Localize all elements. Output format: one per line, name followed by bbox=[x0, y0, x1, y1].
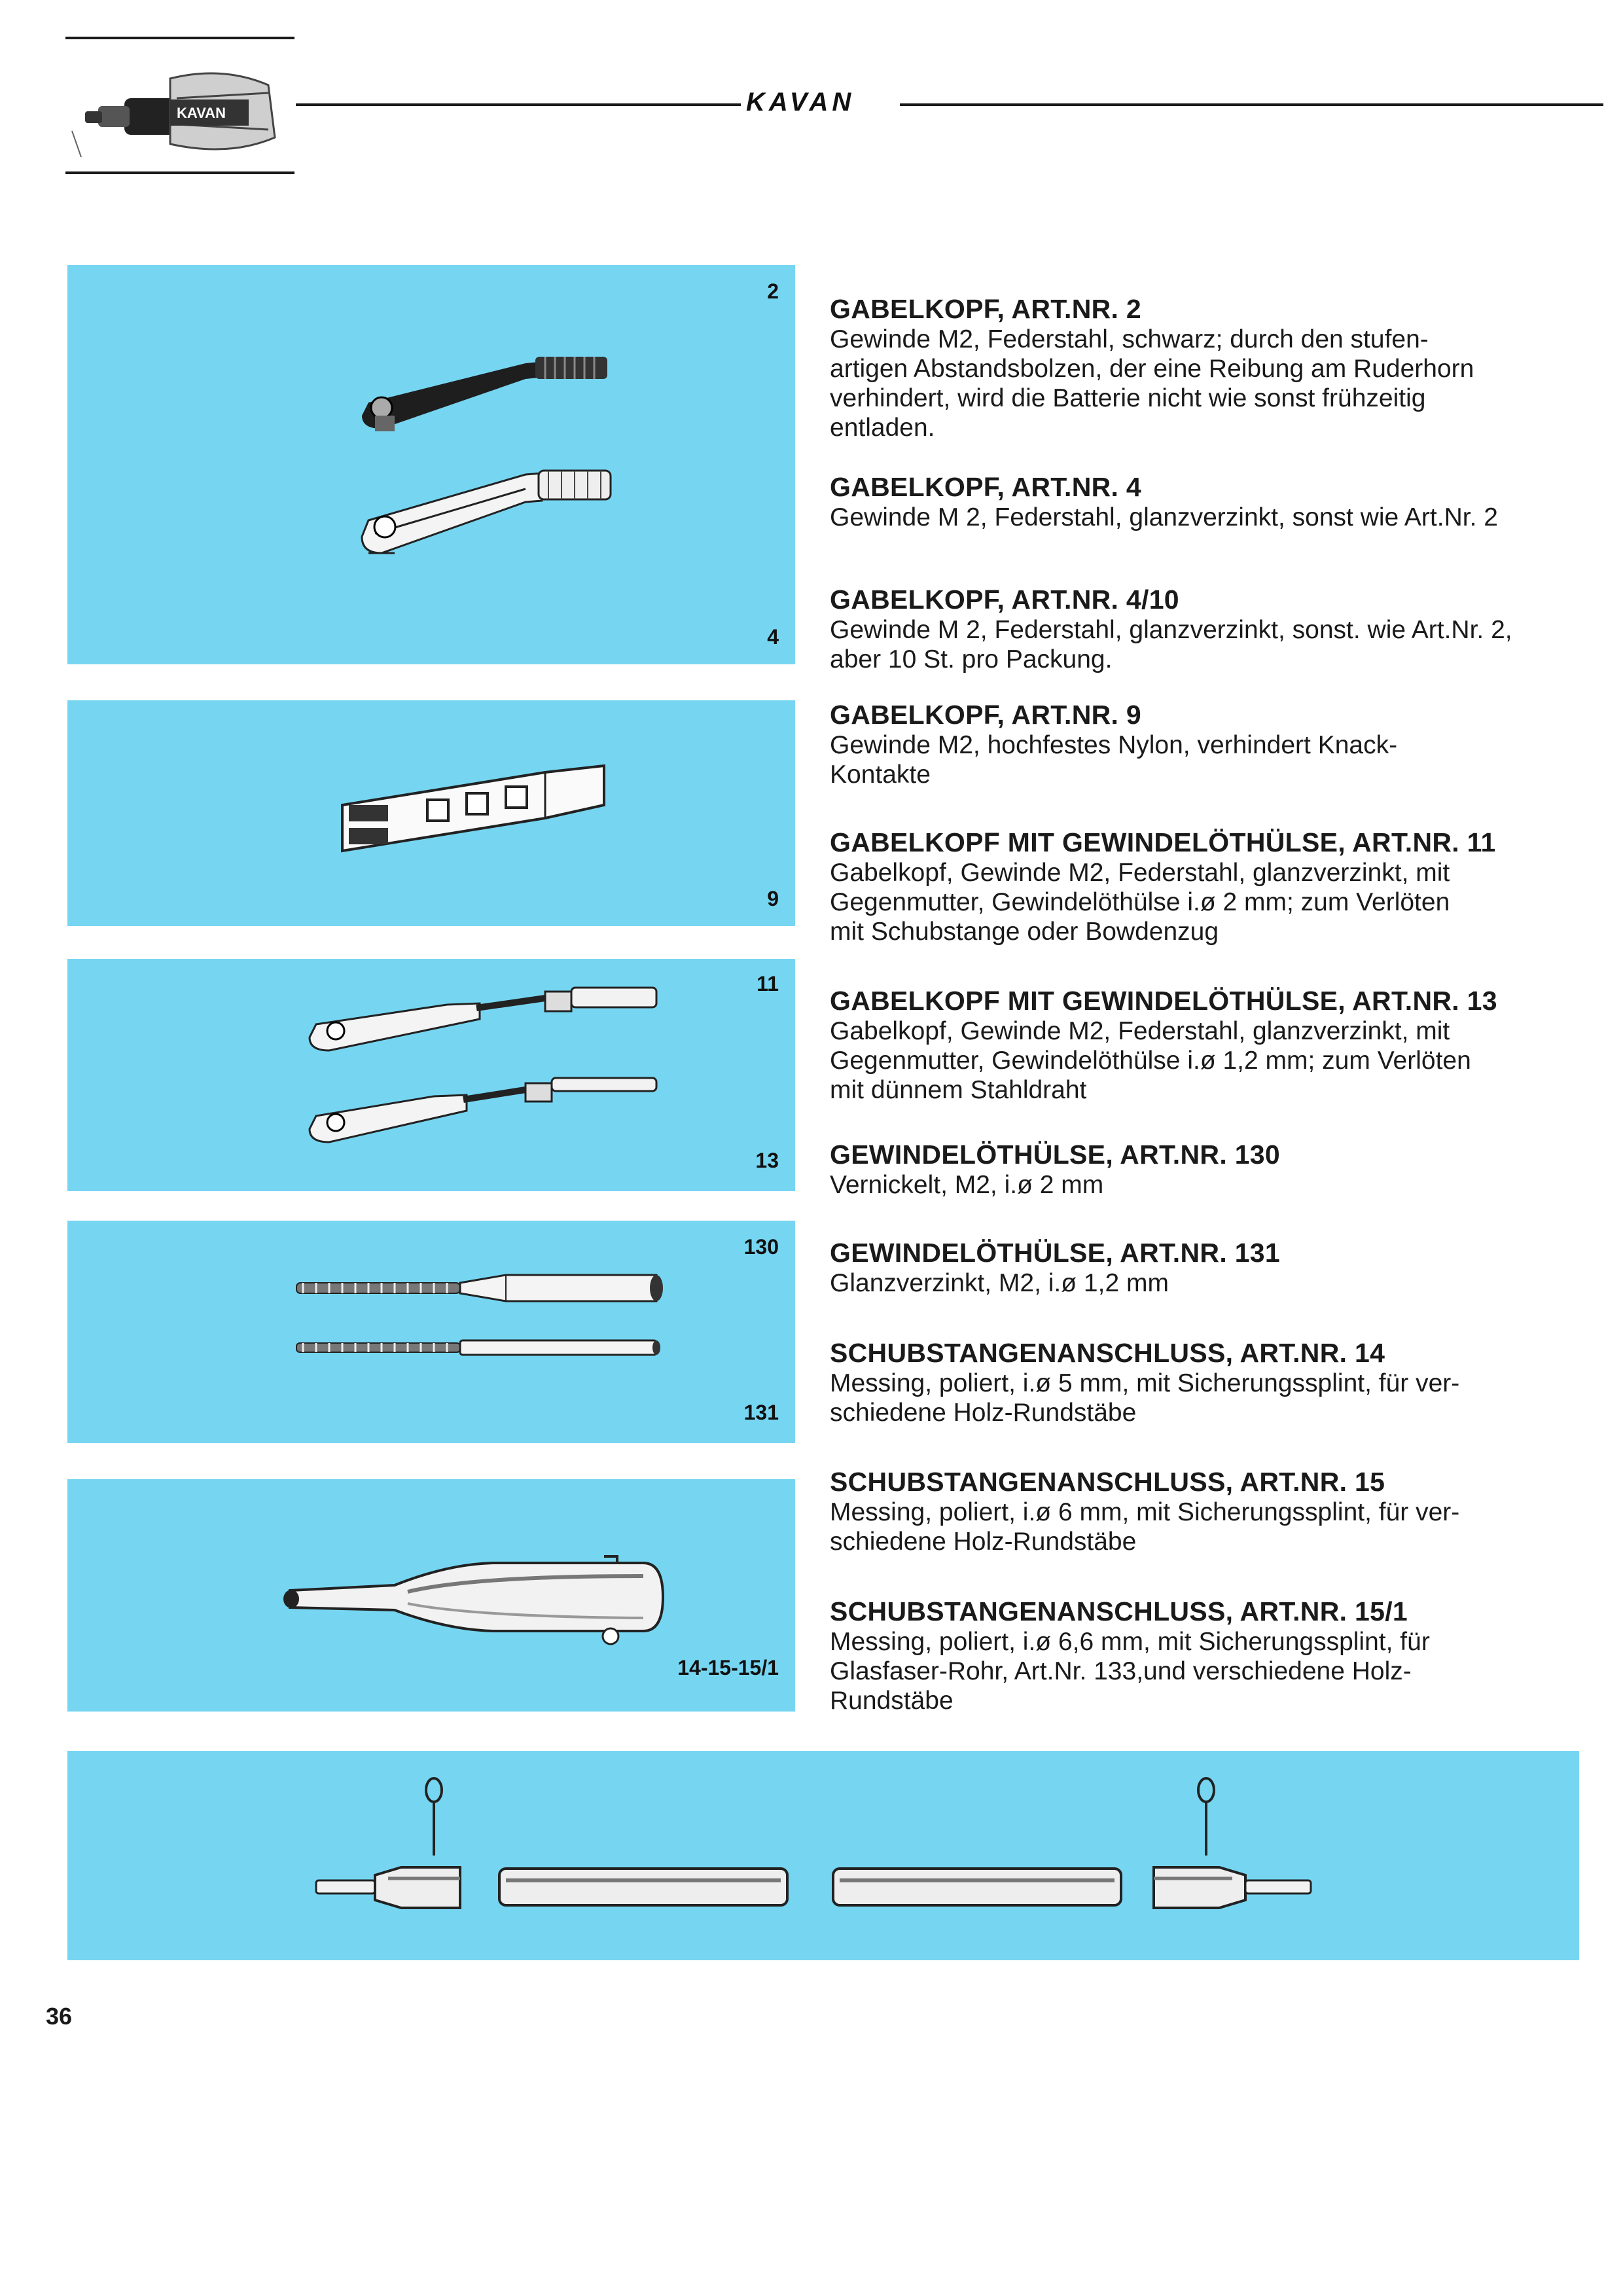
header-bottom-rule bbox=[65, 171, 294, 174]
header-top-rule bbox=[65, 37, 294, 39]
product-desc: Glanzverzinkt, M2, i.ø 1,2 mm bbox=[830, 1269, 1169, 1297]
product-art-13 bbox=[830, 985, 1582, 1105]
header-thumbnail-illustration bbox=[72, 59, 294, 170]
product-art-2 bbox=[830, 293, 1582, 442]
product-title: GABELKOPF, ART.NR. 4 bbox=[830, 472, 1142, 502]
product-desc: Gewinde M2, Federstahl, schwarz; durch den stufen- artigen Abstandsbolzen, der eine Reibung am Ruderhorn verhindert, wird die Batterie nicht wie sonst frühzeitig entladen. bbox=[830, 325, 1474, 442]
panel-art-14-15 bbox=[67, 1479, 795, 1712]
header-line-right bbox=[900, 103, 1603, 106]
solder-sleeve-131-illustration bbox=[290, 1335, 669, 1361]
panel-label-4: 4 bbox=[767, 625, 779, 649]
product-title: GABELKOPF MIT GEWINDELÖTHÜLSE, ART.NR. 11 bbox=[830, 827, 1496, 857]
product-title: SCHUBSTANGENANSCHLUSS, ART.NR. 14 bbox=[830, 1338, 1385, 1368]
panel-art-9 bbox=[67, 700, 795, 926]
panel-label-130: 130 bbox=[743, 1235, 779, 1259]
product-art-15-1 bbox=[830, 1596, 1582, 1715]
product-title: SCHUBSTANGENANSCHLUSS, ART.NR. 15/1 bbox=[830, 1596, 1408, 1626]
product-art-130 bbox=[830, 1139, 1582, 1200]
brand-logo: KAVAN bbox=[746, 88, 855, 117]
product-desc: Gewinde M2, hochfestes Nylon, verhindert Knack- Kontakte bbox=[830, 731, 1398, 789]
product-title: GEWINDELÖTHÜLSE, ART.NR. 131 bbox=[830, 1238, 1281, 1268]
product-title: SCHUBSTANGENANSCHLUSS, ART.NR. 15 bbox=[830, 1467, 1385, 1497]
product-desc: Messing, poliert, i.ø 6 mm, mit Sicherungssplint, für ver- schiedene Holz-Rundstäbe bbox=[830, 1498, 1460, 1556]
product-title: GABELKOPF, ART.NR. 4/10 bbox=[830, 584, 1179, 615]
solder-sleeve-130-illustration bbox=[290, 1270, 669, 1309]
product-desc: Gewinde M 2, Federstahl, glanzverzinkt, sonst. wie Art.Nr. 2, aber 10 St. pro Packung. bbox=[830, 616, 1512, 673]
page-number: 36 bbox=[46, 2003, 73, 2030]
product-art-15 bbox=[830, 1466, 1582, 1556]
clevis-with-sleeve-11-illustration bbox=[303, 978, 669, 1064]
pushrod-assembly-illustration bbox=[303, 1770, 1416, 1941]
product-desc: Messing, poliert, i.ø 5 mm, mit Sicherungssplint, für ver- schiedene Holz-Rundstäbe bbox=[830, 1369, 1460, 1427]
product-title: GABELKOPF, ART.NR. 9 bbox=[830, 700, 1142, 730]
product-desc: Gabelkopf, Gewinde M2, Federstahl, glanzverzinkt, mit Gegenmutter, Gewindelöthülse i.ø 1,2 mm; zum Verlöten mit dünnem Stahldraht bbox=[830, 1017, 1471, 1104]
clevis-zinc-illustration bbox=[355, 461, 617, 566]
product-art-14 bbox=[830, 1337, 1582, 1427]
product-title: GABELKOPF MIT GEWINDELÖTHÜLSE, ART.NR. 13 bbox=[830, 986, 1497, 1016]
clevis-with-sleeve-13-illustration bbox=[303, 1064, 669, 1155]
product-art-11 bbox=[830, 827, 1582, 946]
panel-label-14-15-15-1: 14-15-15/1 bbox=[677, 1656, 779, 1679]
header-line-left bbox=[296, 103, 741, 106]
panel-label-131: 131 bbox=[743, 1401, 779, 1424]
panel-pushrod-assembly bbox=[67, 1751, 1579, 1960]
panel-art-2-4 bbox=[67, 265, 795, 664]
product-desc: Vernickelt, M2, i.ø 2 mm bbox=[830, 1171, 1104, 1199]
product-art-4 bbox=[830, 471, 1582, 532]
pushrod-connector-illustration bbox=[277, 1545, 683, 1656]
product-title: GABELKOPF, ART.NR. 2 bbox=[830, 294, 1142, 324]
panel-label-2: 2 bbox=[767, 279, 779, 303]
product-desc: Gewinde M 2, Federstahl, glanzverzinkt, sonst wie Art.Nr. 2 bbox=[830, 503, 1498, 531]
panel-label-11: 11 bbox=[757, 972, 779, 996]
product-art-9 bbox=[830, 699, 1582, 789]
panel-art-130-131 bbox=[67, 1221, 795, 1443]
panel-label-9: 9 bbox=[767, 887, 779, 910]
product-art-131 bbox=[830, 1237, 1582, 1298]
panel-art-11-13 bbox=[67, 959, 795, 1191]
product-desc: Messing, poliert, i.ø 6,6 mm, mit Sicherungssplint, für Glasfaser-Rohr, Art.Nr. 133,und verschiedene Holz- Rundstäbe bbox=[830, 1628, 1430, 1715]
nylon-clevis-illustration bbox=[329, 753, 617, 870]
thumb-brand-text: KAVAN bbox=[177, 105, 226, 121]
product-desc: Gabelkopf, Gewinde M2, Federstahl, glanzverzinkt, mit Gegenmutter, Gewindelöthülse i.ø 2 mm; zum Verlöten mit Schubstange oder Bowdenzug bbox=[830, 859, 1450, 946]
clevis-black-illustration bbox=[355, 331, 617, 435]
product-title: GEWINDELÖTHÜLSE, ART.NR. 130 bbox=[830, 1139, 1281, 1170]
product-art-4-10 bbox=[830, 584, 1582, 674]
panel-label-13: 13 bbox=[755, 1149, 779, 1172]
